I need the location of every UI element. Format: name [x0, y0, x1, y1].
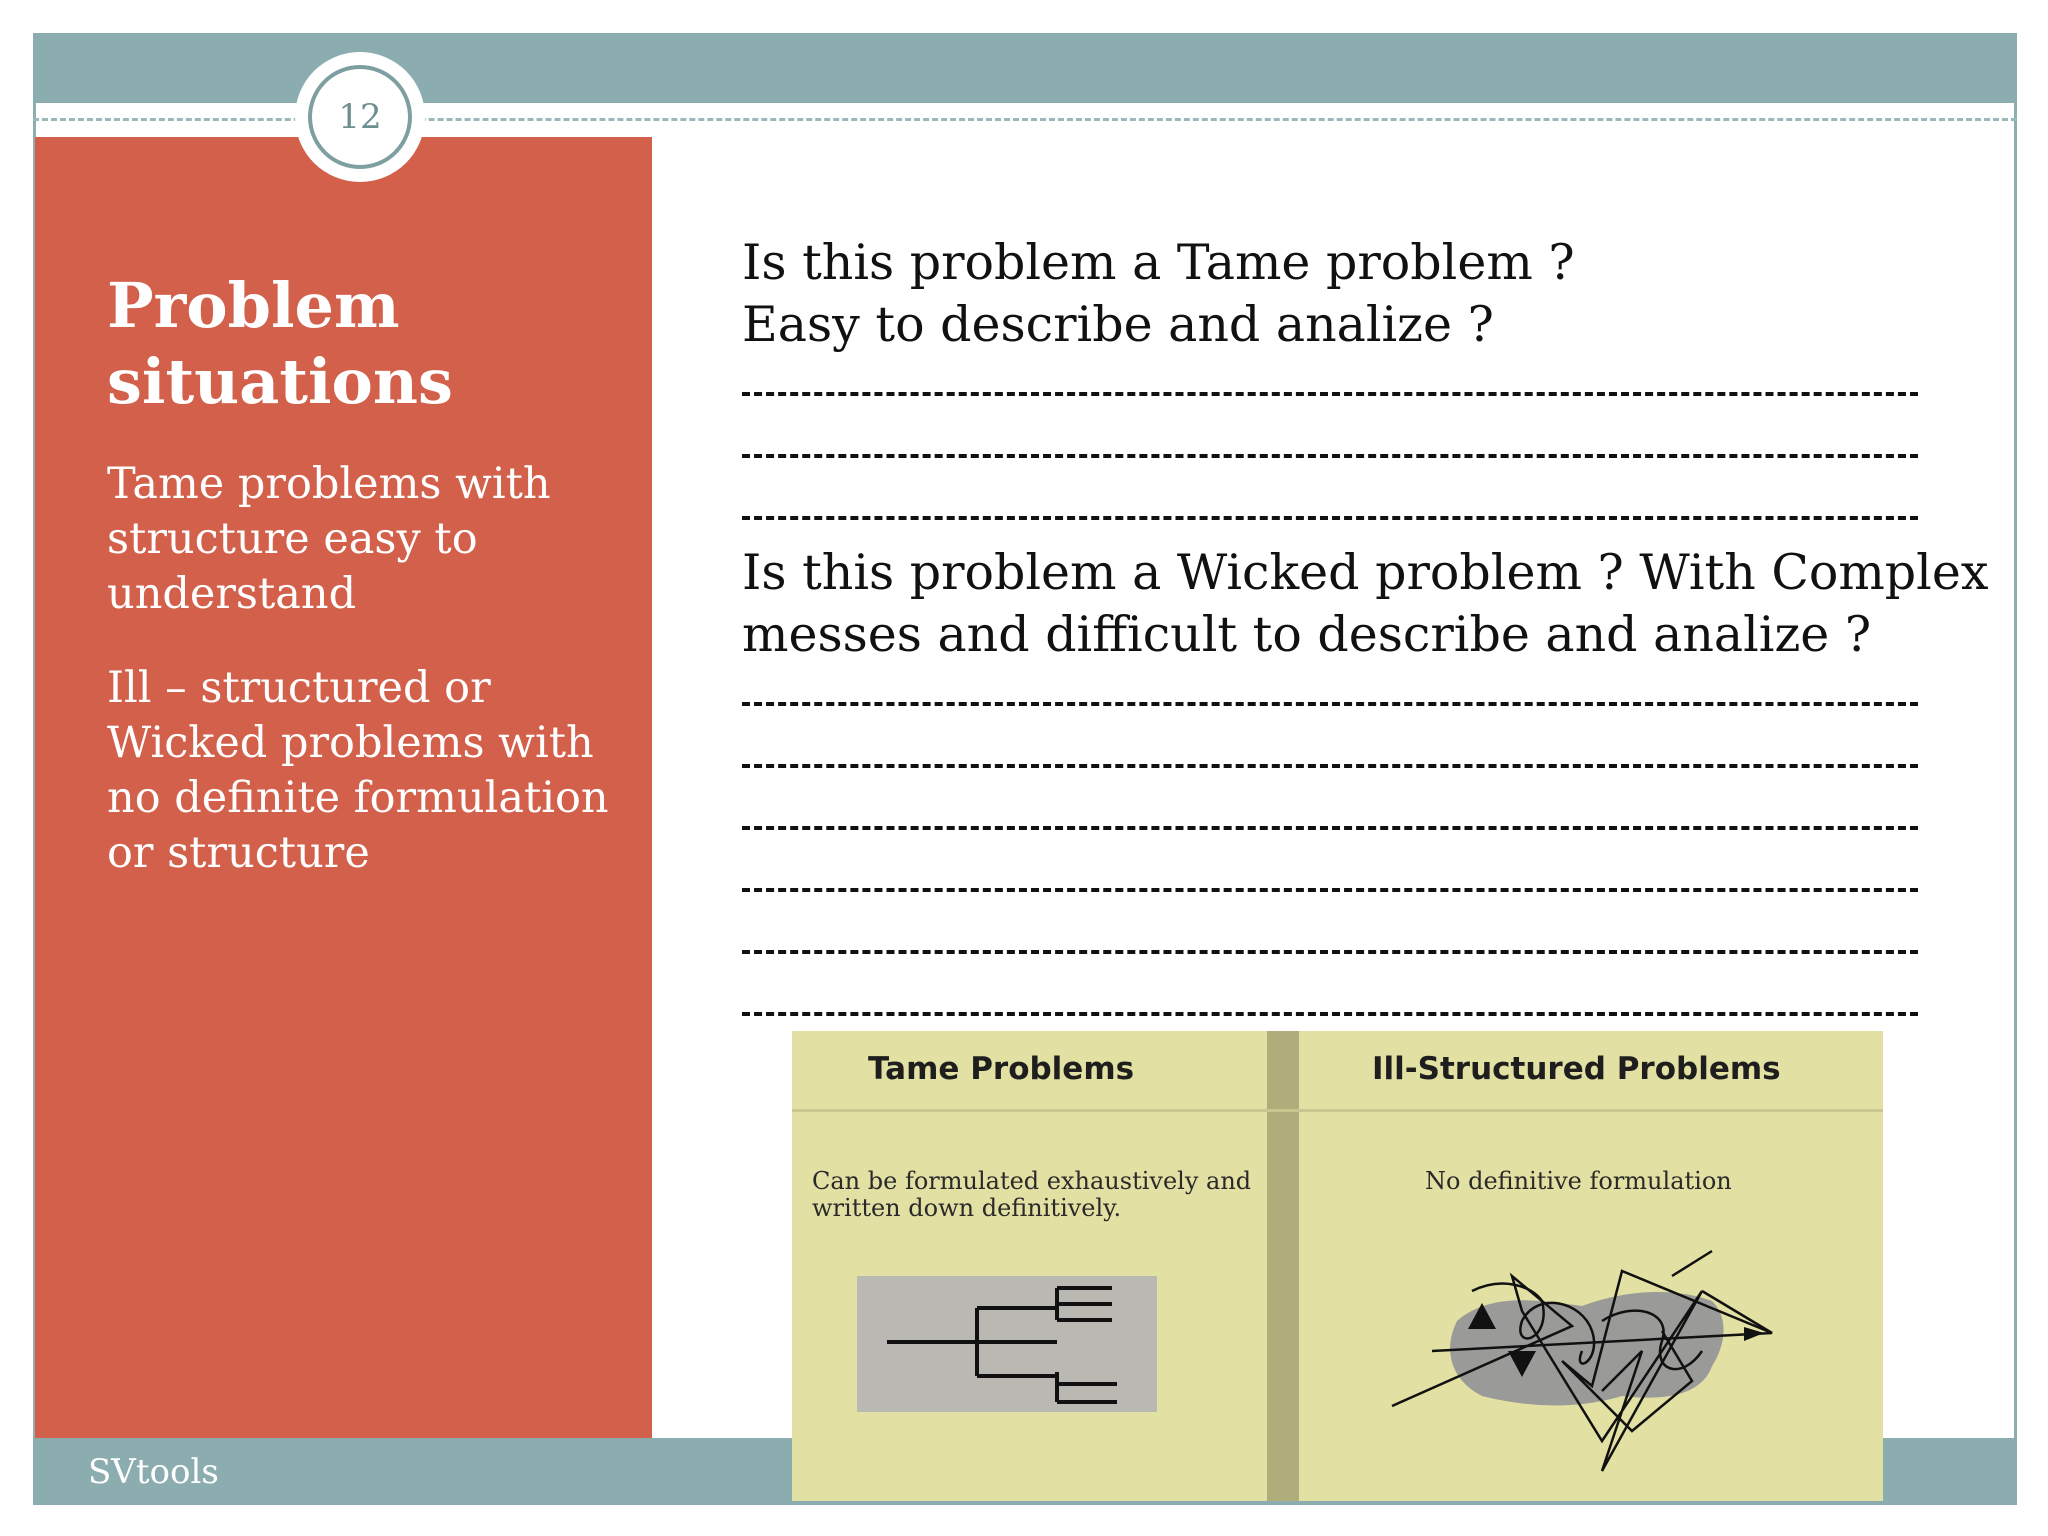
tame-problems-heading: Tame Problems [868, 1051, 1135, 1087]
ill-structured-heading: Ill-Structured Problems [1372, 1051, 1781, 1087]
tangled-mess-icon [1372, 1231, 1832, 1491]
answer-line [742, 356, 1922, 418]
panel-paragraph-wicked: Ill – structured or Wicked problems with no definite formulation or structure [107, 663, 609, 878]
footer-label: SVtools [88, 1452, 219, 1492]
tame-question-line-2: Easy to describe and analize ? [742, 296, 1494, 353]
comparison-header-rule [792, 1109, 1883, 1112]
wicked-question-line-2: messes and difficult to describe and analize ? [742, 606, 1872, 663]
answer-line [742, 976, 1922, 1038]
answer-line [742, 666, 1922, 728]
tame-question-line-1: Is this problem a Tame problem ? [742, 234, 1575, 291]
page-number: 12 [308, 65, 412, 169]
question-content [742, 232, 1989, 1038]
slide-title: Problem situations [107, 269, 453, 418]
ill-structured-description: No definitive formulation [1425, 1167, 1732, 1195]
answer-line [742, 418, 1922, 480]
answer-line [742, 728, 1922, 790]
tree-diagram-icon [857, 1276, 1157, 1412]
comparison-image [792, 1031, 1883, 1501]
answer-line [742, 790, 1922, 852]
comparison-divider [1267, 1031, 1299, 1501]
tame-problems-description: Can be formulated exhaustively and written down definitively. [812, 1167, 1252, 1222]
answer-line [742, 852, 1922, 914]
wicked-question-line-1: Is this problem a Wicked problem ? With Complex [742, 544, 1989, 601]
answer-line [742, 480, 1922, 542]
answer-line [742, 914, 1922, 976]
page-number-badge [295, 52, 425, 182]
panel-paragraph-tame: Tame problems with structure easy to understand [107, 459, 551, 619]
